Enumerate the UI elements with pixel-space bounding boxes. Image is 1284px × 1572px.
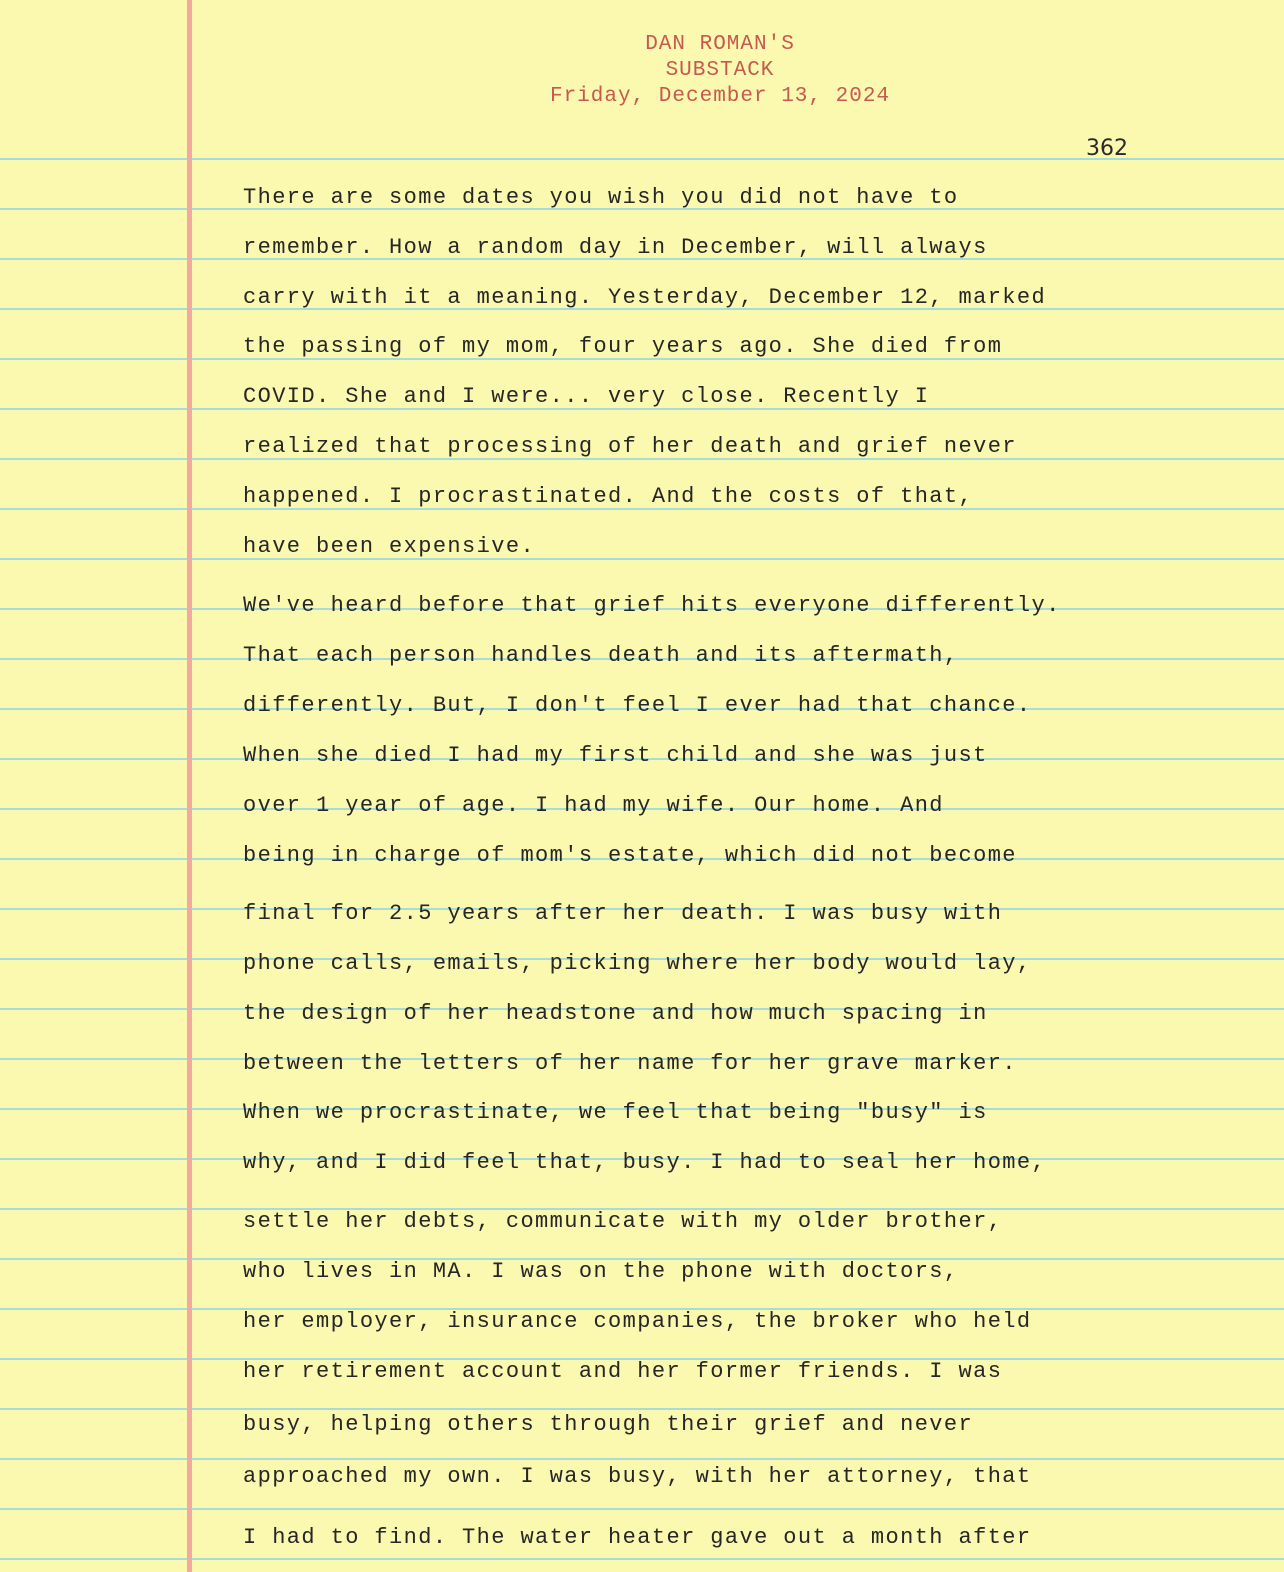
body-line: I had to find. The water heater gave out a month after	[243, 1525, 1032, 1550]
body-line: settle her debts, communicate with my older brother,	[243, 1209, 1003, 1234]
header-author: DAN ROMAN'S	[645, 33, 795, 56]
margin-rule	[187, 0, 192, 1572]
body-line: happened. I procrastinated. And the costs of that,	[243, 484, 974, 509]
body-line: carry with it a meaning. Yesterday, December 12, marked	[243, 285, 1047, 310]
body-line: differently. But, I don't feel I ever had that chance.	[243, 693, 1032, 718]
body-line: When she died I had my first child and she was just	[243, 743, 988, 768]
body-line: There are some dates you wish you did not have to	[243, 185, 959, 210]
body-line: between the letters of her name for her grave marker.	[243, 1051, 1017, 1076]
body-line: being in charge of mom's estate, which did not become	[243, 843, 1017, 868]
body-line: the passing of my mom, four years ago. She died from	[243, 334, 1003, 359]
body-line: have been expensive.	[243, 534, 536, 559]
body-line: busy, helping others through their grief and never	[243, 1412, 974, 1437]
body-line: When we procrastinate, we feel that being "busy" is	[243, 1100, 988, 1125]
body-line: her retirement account and her former friends. I was	[243, 1359, 1003, 1384]
body-line: We've heard before that grief hits everyone differently.	[243, 593, 1061, 618]
body-line: COVID. She and I were... very close. Recently I	[243, 384, 930, 409]
body-line: her employer, insurance companies, the broker who held	[243, 1309, 1032, 1334]
body-line: That each person handles death and its aftermath,	[243, 643, 959, 668]
body-line: approached my own. I was busy, with her attorney, that	[243, 1464, 1032, 1489]
page-number: 362	[1086, 136, 1128, 161]
body-line: phone calls, emails, picking where her body would lay,	[243, 951, 1032, 976]
body-line: remember. How a random day in December, will always	[243, 235, 988, 260]
header-date: Friday, December 13, 2024	[549, 85, 891, 108]
document-header	[520, 32, 920, 110]
body-line: why, and I did feel that, busy. I had to seal her home,	[243, 1150, 1047, 1175]
body-line: realized that processing of her death and grief never	[243, 434, 1017, 459]
body-line: the design of her headstone and how much spacing in	[243, 1001, 988, 1026]
body-line: over 1 year of age. I had my wife. Our home. And	[243, 793, 944, 818]
header-publication: SUBSTACK	[665, 59, 775, 82]
body-line: who lives in MA. I was on the phone with doctors,	[243, 1259, 959, 1284]
body-line: final for 2.5 years after her death. I was busy with	[243, 901, 1003, 926]
